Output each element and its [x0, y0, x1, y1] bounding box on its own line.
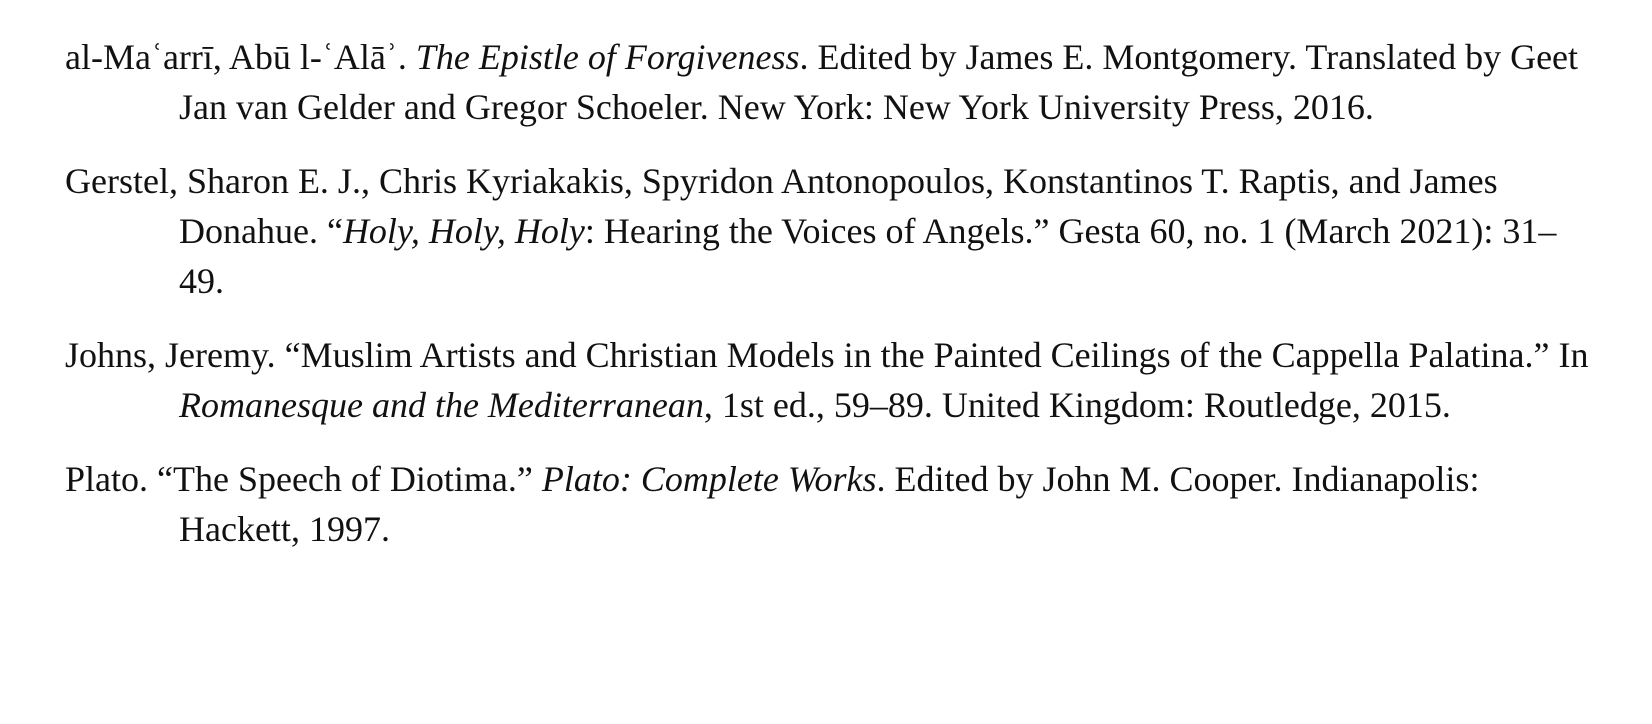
- bibliography-entry-plato: [65, 454, 1592, 554]
- entry-title-italic: Holy, Holy, Holy: [342, 211, 585, 251]
- entry-publication-text: , 1st ed., 59–89. United Kingdom: Routledge, 2015.: [703, 385, 1451, 425]
- entry-publication-text: : Hearing the Voices of Angels.” Gesta 60, no. 1 (March 2021): 31–49.: [179, 211, 1557, 301]
- entry-author-text: Johns, Jeremy. “Muslim Artists and Christian Models in the Painted Ceilings of the Cappella Palatina.” In: [65, 335, 1589, 375]
- entry-author-text: Plato. “The Speech of Diotima.”: [65, 459, 542, 499]
- entry-title-italic: Plato: Complete Works: [541, 459, 877, 499]
- entry-title-italic: Romanesque and the Mediterranean: [179, 385, 704, 425]
- entry-publication-text: . Edited by James E. Montgomery. Translated by Geet Jan van Gelder and Gregor Schoeler. New York: New York University Press, 2016.: [179, 37, 1579, 127]
- bibliography-entry-gerstel: [65, 156, 1592, 306]
- entry-title-italic: The Epistle of Forgiveness: [415, 37, 800, 77]
- bibliography-entry-almaarri: [65, 32, 1592, 132]
- entry-publication-text: . Edited by John M. Cooper. Indianapolis: Hackett, 1997.: [179, 459, 1480, 549]
- entry-author-text: al-Maʿarrī, Abū l-ʿAlāʾ.: [65, 37, 416, 77]
- bibliography-entry-johns: [65, 330, 1592, 430]
- entry-author-text: Gerstel, Sharon E. J., Chris Kyriakakis, Spyridon Antonopoulos, Konstantinos T. Raptis, and James Donahue. “: [65, 161, 1498, 251]
